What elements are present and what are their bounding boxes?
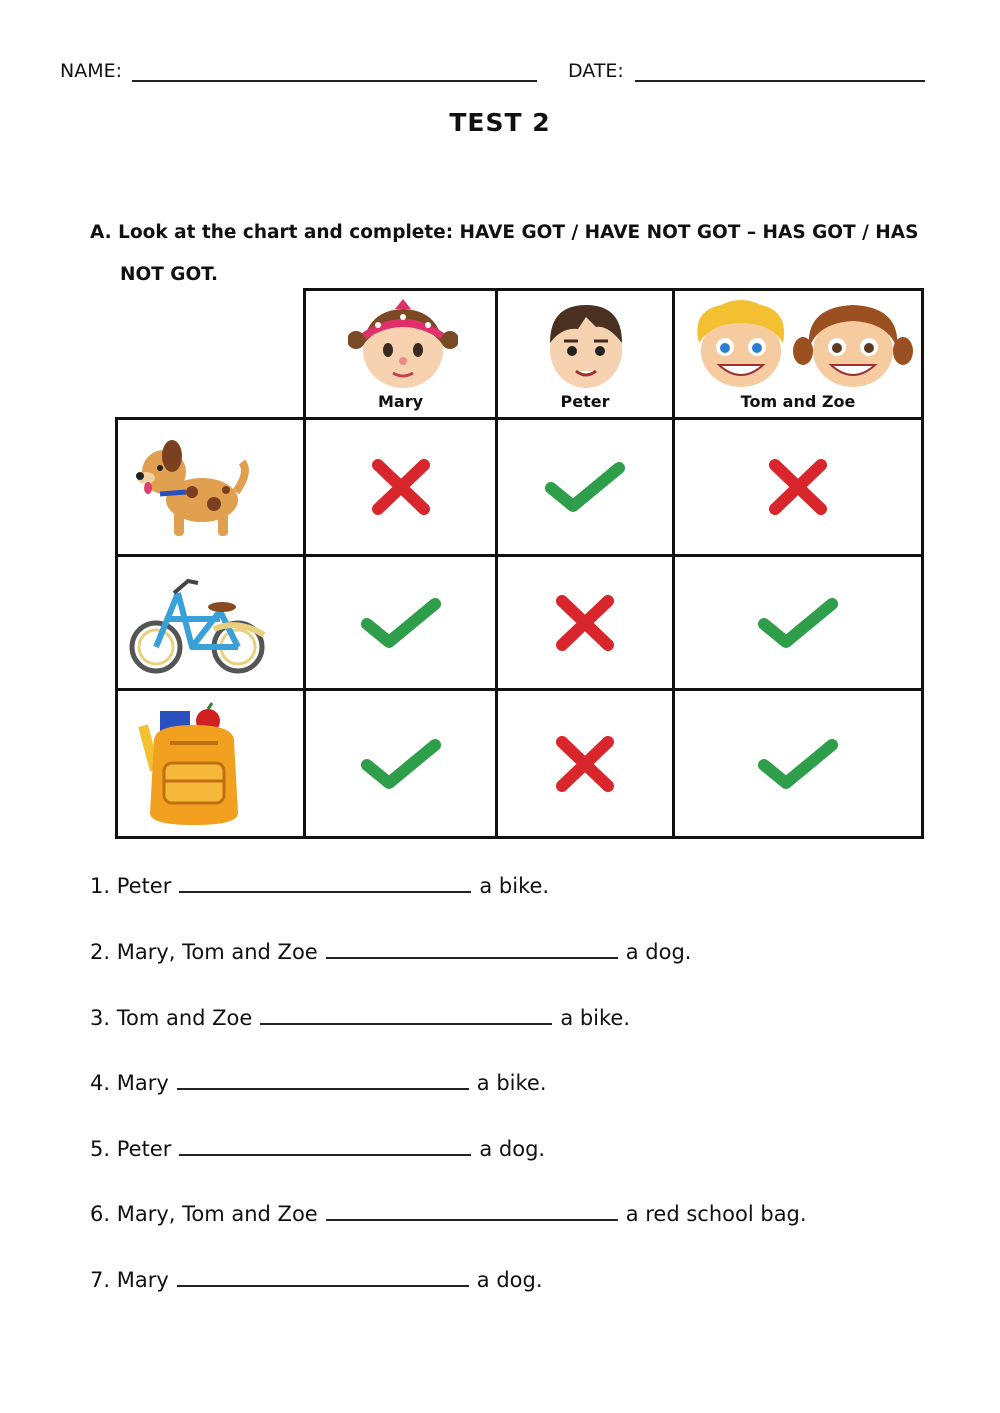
question-3 [90,1006,630,1030]
name-label: NAME: [60,60,123,82]
row-item-cell-school-bag [115,688,306,839]
header-cell-tom-and-zoe [672,288,924,420]
question-6 [90,1202,807,1226]
mary-face-icon [348,295,458,395]
cell-bag-peter [495,688,675,839]
instruction-line-2: NOT GOT. [120,264,219,285]
question-number: 5. [90,1137,111,1161]
question-subject: Mary [116,1268,169,1292]
question-object: a red school bag. [625,1202,807,1226]
bike-icon [126,569,270,679]
cross-icon [767,459,829,515]
cross-icon [554,595,616,651]
column-label-tom-and-zoe: Tom and Zoe [740,392,856,411]
header-cell-peter [495,288,675,420]
question-subject: Mary, Tom and Zoe [116,940,318,964]
question-object: a bike. [479,874,550,898]
row-item-cell-bike [115,554,306,691]
cross-icon [554,736,616,792]
cell-dog-mary [303,417,498,557]
column-label-mary: Mary [377,392,424,411]
name-field[interactable] [132,60,537,82]
cell-bike-tom-and-zoe [672,554,924,691]
question-number: 2. [90,940,111,964]
tom-and-zoe-faces-icon [681,293,921,393]
answer-blank-5[interactable] [179,1138,471,1156]
question-subject: Peter [116,874,172,898]
cross-icon [370,459,432,515]
question-number: 7. [90,1268,111,1292]
question-2 [90,940,691,964]
question-number: 3. [90,1006,111,1030]
row-item-cell-dog [115,417,306,557]
date-label: DATE: [568,60,624,82]
answer-blank-2[interactable] [326,941,618,959]
column-label-peter: Peter [560,392,610,411]
dog-icon [130,432,250,542]
school-bag-icon [134,701,254,831]
answer-blank-4[interactable] [177,1072,469,1090]
cell-bike-mary [303,554,498,691]
question-number: 4. [90,1071,111,1095]
question-number: 6. [90,1202,111,1226]
question-object: a dog. [625,940,692,964]
header-cell-mary [303,288,498,420]
check-icon [758,596,838,650]
question-subject: Peter [116,1137,172,1161]
question-object: a bike. [560,1006,631,1030]
question-object: a dog. [479,1137,546,1161]
date-field[interactable] [635,60,925,82]
cell-bag-tom-and-zoe [672,688,924,839]
answer-blank-6[interactable] [326,1203,618,1221]
answer-blank-7[interactable] [177,1269,469,1287]
cell-bike-peter [495,554,675,691]
check-icon [361,737,441,791]
cell-dog-tom-and-zoe [672,417,924,557]
cell-dog-peter [495,417,675,557]
check-icon [361,596,441,650]
peter-face-icon [536,295,636,395]
instruction-line-1: Look at the chart and complete: HAVE GOT / HAVE NOT GOT – HAS GOT / HAS [118,222,919,243]
answer-blank-3[interactable] [260,1007,552,1025]
question-1 [90,874,549,898]
check-icon [758,737,838,791]
instruction [90,212,950,296]
question-4 [90,1071,547,1095]
question-7 [90,1268,543,1292]
cell-bag-mary [303,688,498,839]
page-title: TEST 2 [449,108,551,137]
answer-blank-1[interactable] [179,875,471,893]
check-icon [545,460,625,514]
question-object: a bike. [476,1071,547,1095]
question-object: a dog. [476,1268,543,1292]
instruction-letter: A. [90,222,112,243]
question-5 [90,1137,545,1161]
question-subject: Mary, Tom and Zoe [116,1202,318,1226]
question-subject: Mary [116,1071,169,1095]
question-number: 1. [90,874,111,898]
question-subject: Tom and Zoe [116,1006,253,1030]
